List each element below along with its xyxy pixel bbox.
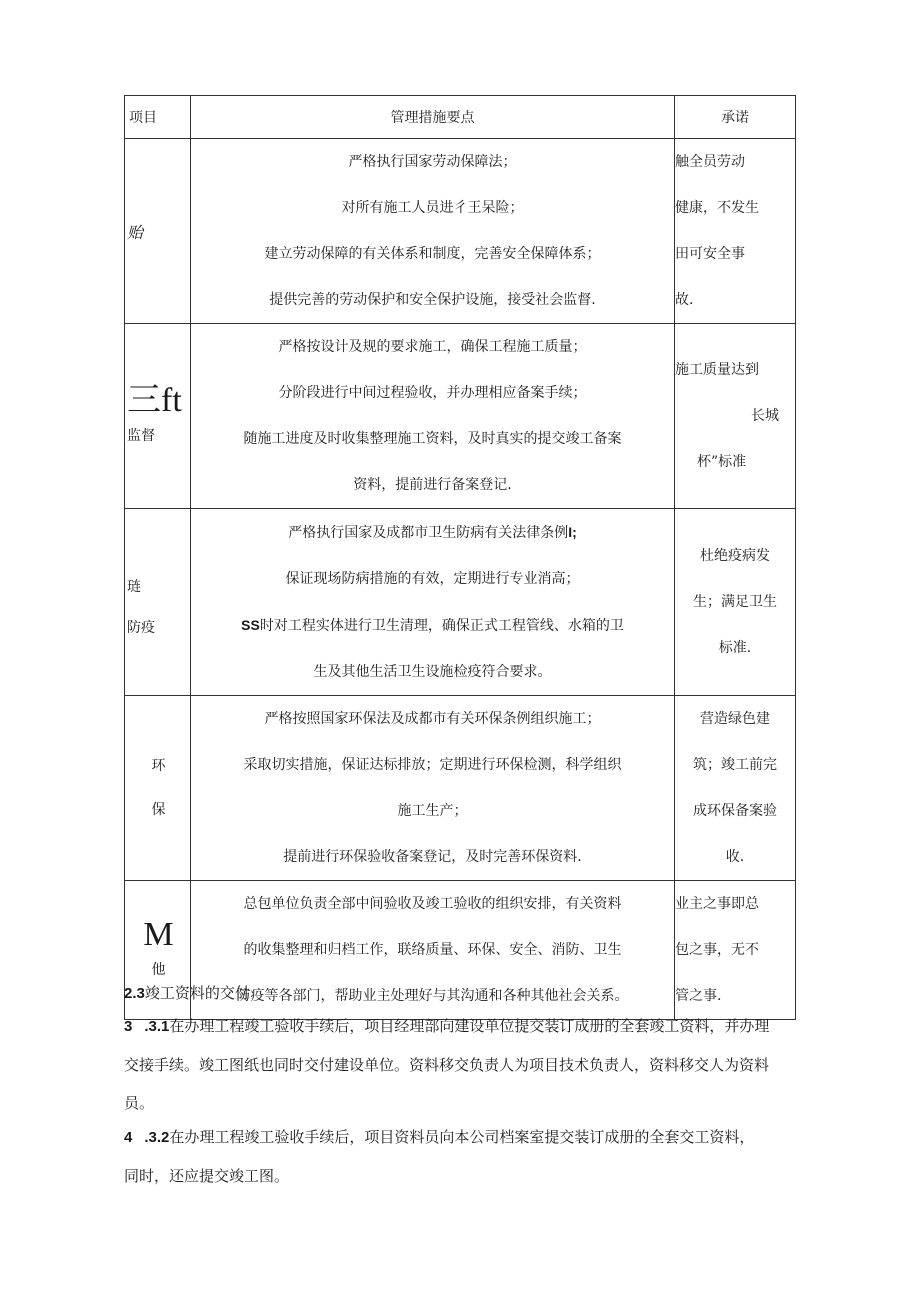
row-item-cell bbox=[125, 324, 191, 509]
table-row bbox=[125, 324, 796, 509]
measure-line: 资料，提前进行备案登记. bbox=[353, 477, 512, 493]
measure-line: 严格按设计及规的要求施工，确保工程施工质量； bbox=[278, 339, 587, 355]
row-item-glyph: M bbox=[143, 916, 174, 953]
row-commitment-cell bbox=[675, 696, 796, 881]
row-item-label-2: 防疫 bbox=[127, 620, 155, 636]
row-measures-cell bbox=[191, 509, 675, 696]
row-item-label: 他 bbox=[151, 962, 166, 978]
measure-bold-fragment: I; bbox=[568, 524, 577, 540]
measure-line: 严格按照国家环保法及成都市有关环保条例组织施工； bbox=[264, 711, 601, 727]
commitment-line: 营造绿色建 bbox=[700, 711, 770, 727]
row-commitment-cell bbox=[675, 324, 796, 509]
row-item-label: 贻 bbox=[127, 222, 144, 242]
measure-line: 提供完善的劳动保护和安全保护设施，接受社会监督. bbox=[269, 292, 596, 308]
header-commitment: 承诺 bbox=[675, 96, 796, 139]
measure-line: 随施工进度及时收集整理施工资料，及时真实的提交竣工备案 bbox=[243, 431, 622, 447]
paragraph-line bbox=[124, 1007, 796, 1046]
measure-line: 防疫等各部门，帮助业主处理好与其沟通和各种其他社会关系。 bbox=[236, 988, 629, 1004]
row-item-label-2: 保 bbox=[151, 802, 166, 818]
header-measures: 管理措施要点 bbox=[191, 96, 675, 139]
measure-line: 对所有施工人员进彳王呆险； bbox=[341, 200, 524, 216]
commitment-line: 触全员劳动 bbox=[675, 154, 745, 170]
management-measures-table bbox=[124, 95, 796, 1020]
commitment-line: 成环保备案验 bbox=[693, 803, 777, 819]
paragraph-line: 交接手续。竣工图纸也同时交付建设单位。资料移交负责人为项目技术负责人，资料移交人为资料 bbox=[124, 1056, 770, 1074]
row-item-cell bbox=[125, 509, 191, 696]
commitment-line: 健康，不发生 bbox=[675, 200, 759, 216]
header-item: 项目 bbox=[125, 96, 191, 139]
measure-text: 严格执行国家及成都市卫生防病有关法律条例 bbox=[288, 525, 569, 541]
row-item-label-1: 琏 bbox=[127, 579, 141, 595]
paragraph bbox=[124, 1007, 796, 1122]
table-row bbox=[125, 696, 796, 881]
paragraph-text: 在办理工程竣工验收手续后，项目经理部向建设单位提交装订成册的全套竣工资料，并办理 bbox=[169, 1017, 770, 1035]
table-row bbox=[125, 509, 796, 696]
paragraph-line: 同时，还应提交竣工图。 bbox=[124, 1167, 290, 1185]
paragraph-text: 在办理工程竣工验收手续后，项目资料员向本公司档案室提交装订成册的全套交工资料， bbox=[169, 1128, 755, 1146]
paragraph-number: .3.1 bbox=[144, 1018, 170, 1035]
measure-line: 的收集整理和归档工作，联络质量、环保、安全、消防、卫生 bbox=[243, 942, 622, 958]
commitment-line: 故. bbox=[675, 292, 694, 308]
row-measures-cell bbox=[191, 139, 675, 324]
row-commitment-cell bbox=[675, 509, 796, 696]
measure-line: 分阶段进行中间过程验收，并办理相应备案手续； bbox=[278, 385, 587, 401]
section-heading-text: 竣工资料的交付 bbox=[144, 984, 250, 1002]
paragraph-prefix: 4 bbox=[124, 1129, 133, 1146]
measure-line: 提前进行环保验收备案登记，及时完善环保资料. bbox=[283, 849, 582, 865]
row-item-cell bbox=[125, 139, 191, 324]
commitment-line: 包之事，无不 bbox=[675, 942, 759, 958]
row-item-cell bbox=[125, 696, 191, 881]
paragraph-number: .3.2 bbox=[144, 1129, 170, 1146]
commitment-line: 管之事. bbox=[675, 988, 722, 1004]
commitment-line: 筑；竣工前完 bbox=[693, 757, 777, 773]
paragraph-line: 员。 bbox=[124, 1094, 155, 1112]
measure-line: 严格执行国家劳动保障法； bbox=[348, 154, 517, 170]
commitment-line: 施工质量达到 bbox=[675, 362, 759, 378]
table-header-row bbox=[125, 96, 796, 139]
measure-line bbox=[191, 509, 674, 556]
measure-text: 时对工程实体进行卫生清理，确保正式工程管线、水箱的卫 bbox=[259, 618, 624, 634]
commitment-line: 杜绝疫病发 bbox=[700, 548, 770, 564]
section-heading bbox=[124, 978, 796, 1009]
row-measures-cell bbox=[191, 696, 675, 881]
measure-line: 施工生产； bbox=[397, 803, 468, 819]
measure-line: 保证现场防病措施的有效，定期进行专业消高； bbox=[285, 571, 580, 587]
measure-line: 总包单位负责全部中间验收及竣工验收的组织安排，有关资料 bbox=[243, 896, 622, 912]
paragraph-prefix: 3 bbox=[124, 1018, 133, 1035]
measure-line: 采取切实措施，保证达标排放；定期进行环保检测，科学组织 bbox=[243, 757, 622, 773]
measure-bold-fragment: SS bbox=[241, 617, 260, 633]
commitment-line: 标准. bbox=[718, 640, 752, 656]
commitment-line: 田可安全事 bbox=[675, 246, 745, 262]
measure-line bbox=[191, 602, 674, 649]
row-item-label: 监督 bbox=[127, 428, 155, 444]
section-heading-number: 2.3 bbox=[124, 985, 145, 1002]
row-measures-cell bbox=[191, 324, 675, 509]
paragraph-line bbox=[124, 1118, 796, 1157]
measure-line: 建立劳动保障的有关体系和制度，完善安全保障体系； bbox=[264, 246, 601, 262]
table-row bbox=[125, 139, 796, 324]
commitment-line: 杯”标准 bbox=[697, 454, 747, 470]
row-commitment-cell bbox=[675, 139, 796, 324]
commitment-line: 业主之事即总 bbox=[675, 896, 759, 912]
paragraph bbox=[124, 1118, 796, 1195]
row-item-glyph: 三ft bbox=[127, 382, 182, 419]
row-item-label-1: 环 bbox=[151, 758, 166, 774]
commitment-line: 长城 bbox=[751, 408, 779, 424]
commitment-line: 收. bbox=[725, 849, 745, 865]
measure-line: 生及其他生活卫生设施检疫符合要求。 bbox=[313, 664, 552, 680]
commitment-line: 生；满足卫生 bbox=[693, 594, 777, 610]
